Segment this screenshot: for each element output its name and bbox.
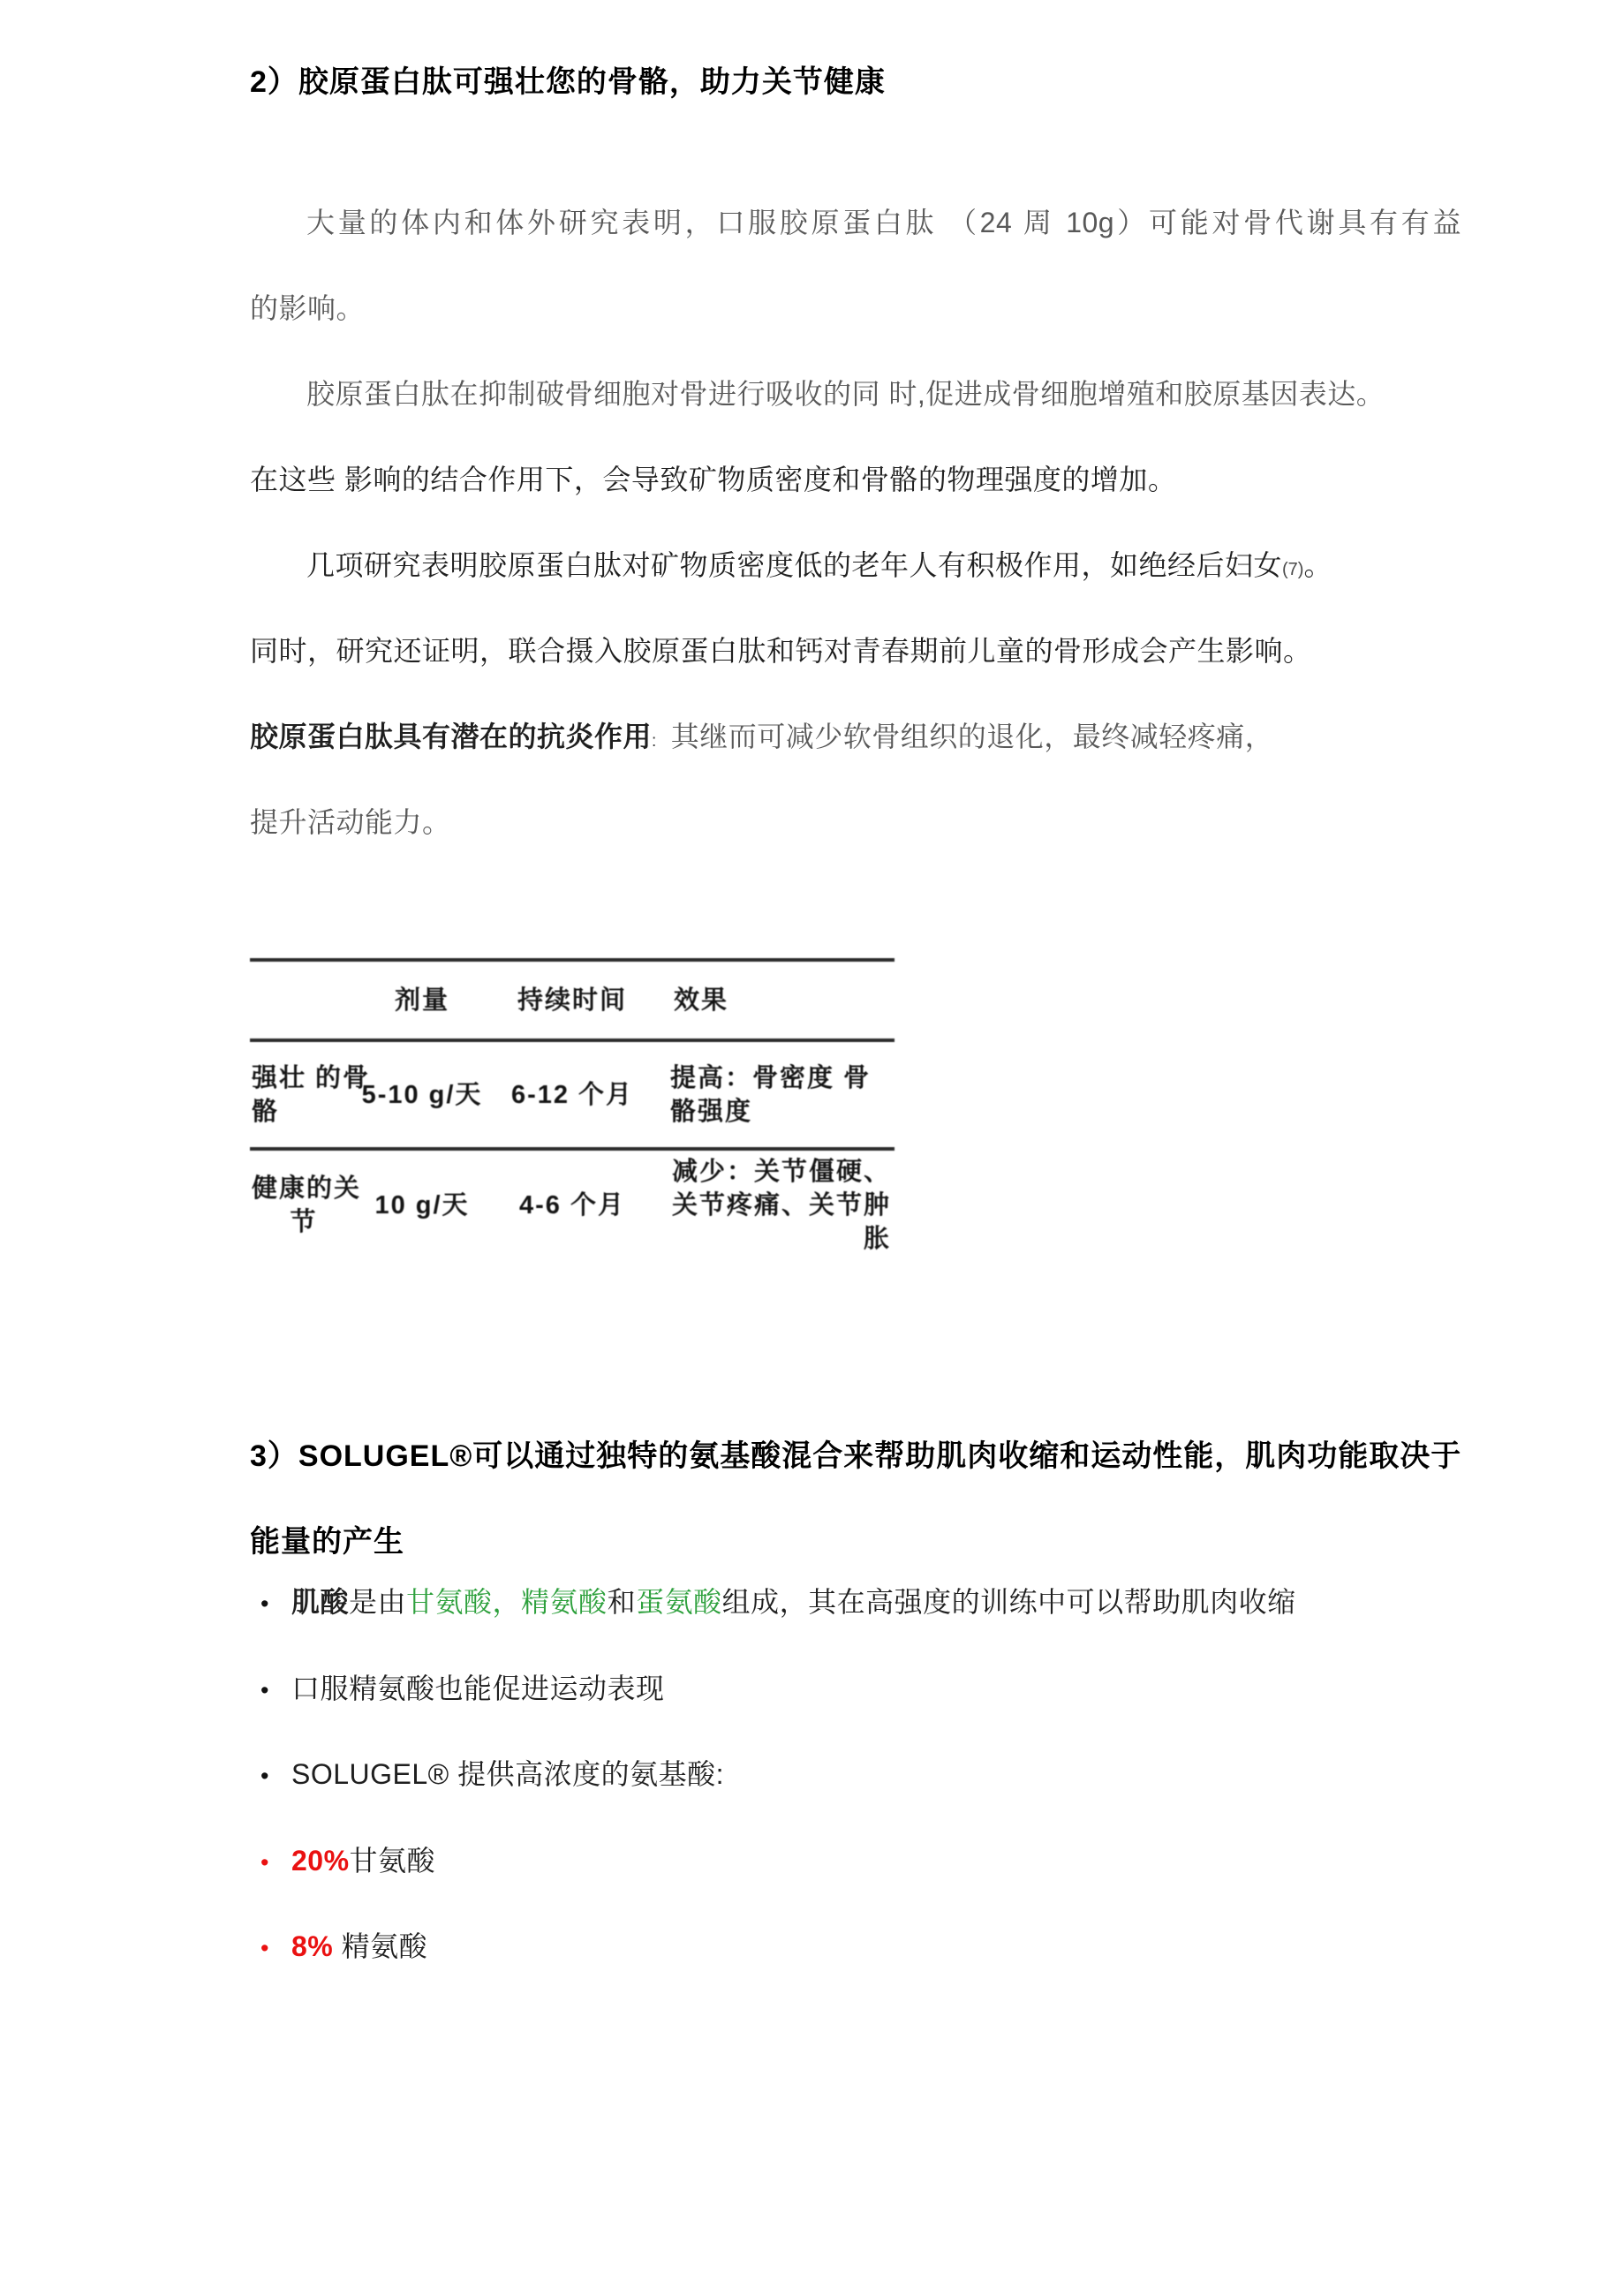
table-header-row — [250, 962, 895, 1038]
text-run-red: 8% — [291, 1930, 334, 1962]
bullet-item-1 — [250, 1583, 1472, 1622]
table-row-joints — [250, 1151, 895, 1259]
footnote-ref: (7) — [1282, 560, 1304, 579]
paragraph-line-5 — [250, 547, 1461, 588]
small-colon: : — [652, 732, 657, 751]
paragraph-line-1: 大量的体内和体外研究表明，口服胶原蛋白肽 （24 周 10g）可能对骨代谢具有有益 — [306, 207, 1461, 238]
bullet-item-2 — [250, 1670, 1472, 1709]
text-run-bold: 肌酸 — [291, 1586, 350, 1618]
table-header-effect: 效果 — [674, 986, 729, 1015]
paragraph-line-8: 提升活动能力。 — [250, 806, 451, 838]
table-header-dose: 剂量 — [394, 986, 449, 1015]
bullet-marker: • — [260, 1590, 269, 1617]
text-run: 精氨酸 — [333, 1930, 428, 1962]
paragraph-line-2: 的影响。 — [250, 292, 366, 324]
table-cell-duration: 4-6 个月 — [519, 1190, 625, 1220]
text-run: 几项研究表明胶原蛋白肽对矿物质密度低的老年人有积极作用，如绝经后妇女 — [306, 549, 1283, 581]
paragraph-line-7 — [250, 718, 1461, 760]
paragraph-line-3: 胶原蛋白肽在抑制破骨细胞对骨进行吸收的同 时,促进成骨细胞增殖和胶原基因表达。 — [306, 378, 1385, 410]
text-run: 是由 — [349, 1586, 407, 1618]
text-run: SOLUGEL® 提供高浓度的氨基酸: — [291, 1758, 725, 1790]
text-run: 强壮 的骨 — [252, 1063, 371, 1092]
section3-heading-line-2: 能量的产生 — [250, 1525, 404, 1559]
table-cell-label — [250, 1061, 371, 1129]
text-run: 减少：关节僵硬、 — [671, 1157, 891, 1186]
text-run: 提高：骨密度 骨 — [670, 1063, 872, 1092]
text-run: 骼强度 — [670, 1097, 753, 1126]
table-cell-dose: 10 g/天 — [374, 1190, 470, 1220]
text-run: 口服精氨酸也能促进运动表现 — [291, 1673, 665, 1704]
bullet-marker: • — [260, 1849, 269, 1876]
text-run: 甘氨酸 — [349, 1845, 436, 1877]
table-cell-label — [250, 1172, 362, 1239]
text-run: 其继而可减少软骨组织的退化，最终减轻疼痛， — [670, 721, 1274, 752]
table-row-bones — [250, 1042, 895, 1147]
table-cell-effect — [656, 1155, 895, 1256]
bullet-marker: • — [260, 1677, 269, 1703]
text-run: 。 — [1303, 549, 1332, 581]
text-run: 节 — [290, 1207, 318, 1236]
paragraph-line-4: 在这些 影响的结合作用下，会导致矿物质密度和骨骼的物理强度的增加。 — [250, 464, 1177, 495]
dose-effect-table — [250, 958, 895, 1259]
section3-heading-line-1: 3）SOLUGEL®可以通过独特的氨基酸混合来帮助肌肉收缩和运动性能，肌肉功能取决于 — [250, 1439, 1462, 1473]
text-run-red: 20% — [291, 1845, 350, 1877]
table-header-duration: 持续时间 — [517, 986, 627, 1015]
bullet-marker: • — [260, 1763, 269, 1789]
section2-heading: 2）胶原蛋白肽可强壮您的骨骼，助力关节健康 — [250, 65, 886, 99]
bullet-item-3 — [250, 1756, 1472, 1794]
paragraph-line-6: 同时，研究还证明，联合摄入胶原蛋白肽和钙对青春期前儿童的骨形成会产生影响。 — [250, 635, 1312, 667]
table-cell-duration: 6-12 个月 — [510, 1080, 634, 1109]
table-cell-dose: 5-10 g/天 — [361, 1080, 483, 1109]
bullet-item-5 — [250, 1928, 1472, 1967]
bullet-item-4 — [250, 1842, 1472, 1881]
text-run: 健康的关 — [252, 1174, 362, 1203]
bullet-marker: • — [260, 1935, 269, 1961]
text-run: 和 — [607, 1586, 637, 1618]
text-run: 骼 — [252, 1097, 280, 1126]
text-run-green: 甘氨酸， — [406, 1586, 522, 1618]
text-run-green: 精氨酸 — [521, 1586, 608, 1618]
table-cell-effect — [656, 1061, 895, 1129]
text-run-green: 蛋氨酸 — [636, 1586, 722, 1618]
text-run: 关节疼痛、关节肿胀 — [671, 1190, 891, 1253]
text-run-bold: 胶原蛋白肽具有潜在的抗炎作用 — [250, 721, 653, 752]
text-run: 组成，其在高强度的训练中可以帮助肌肉收缩 — [721, 1586, 1296, 1618]
